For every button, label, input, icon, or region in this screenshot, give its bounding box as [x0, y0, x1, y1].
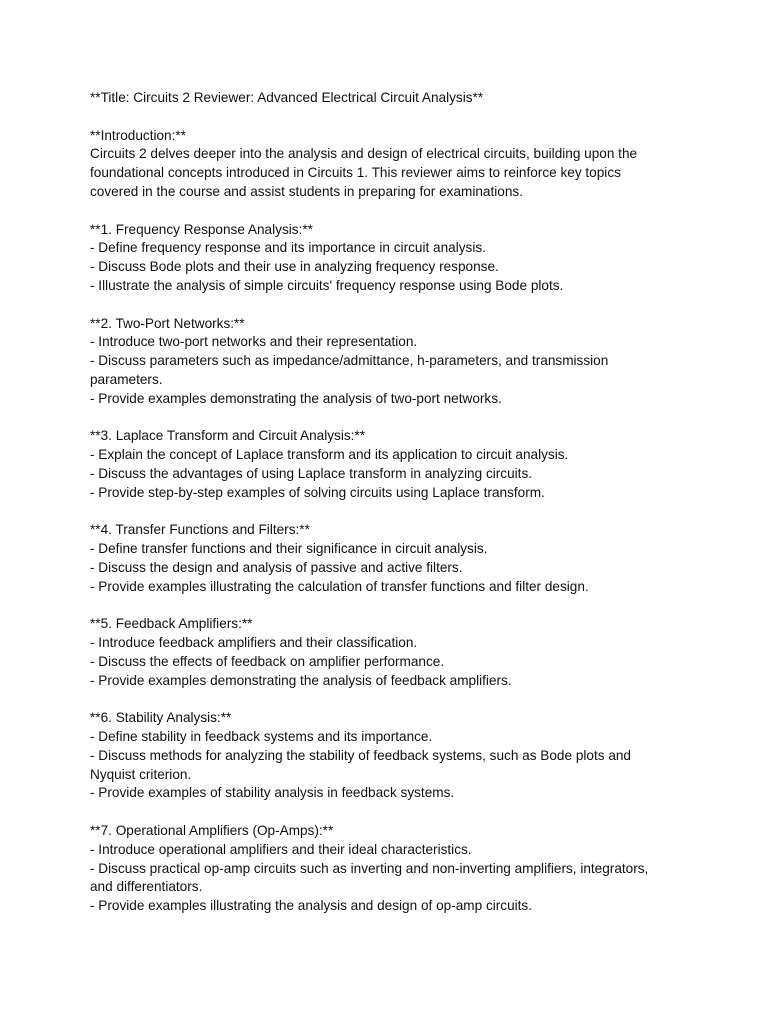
- section-frequency-response: [90, 221, 690, 296]
- spacer: [90, 597, 690, 616]
- section-heading: **7. Operational Amplifiers (Op-Amps):**: [90, 823, 334, 839]
- section-line: - Introduce operational amplifiers and their ideal characteristics.: [90, 841, 472, 857]
- document-page: [90, 89, 690, 916]
- section-line: - Discuss the effects of feedback on amplifier performance.: [90, 653, 445, 669]
- section-laplace-transform: [90, 427, 690, 502]
- section-stability-analysis: [90, 709, 690, 803]
- section-feedback-amplifiers: [90, 615, 690, 690]
- section-heading: **5. Feedback Amplifiers:**: [90, 616, 253, 632]
- section-line: - Discuss methods for analyzing the stability of feedback systems, such as Bode plots and: [90, 747, 631, 763]
- section-line: - Define frequency response and its importance in circuit analysis.: [90, 240, 486, 256]
- section-line: - Introduce feedback amplifiers and their classification.: [90, 635, 418, 651]
- section-line: - Introduce two-port networks and their representation.: [90, 334, 418, 350]
- section-heading: **2. Two-Port Networks:**: [90, 315, 245, 331]
- section-line: parameters.: [90, 371, 163, 387]
- intro-line: covered in the course and assist students in preparing for examinations.: [90, 183, 523, 199]
- intro-line: Circuits 2 delves deeper into the analysis and design of electrical circuits, building upon the: [90, 146, 638, 162]
- spacer: [90, 503, 690, 522]
- section-line: Nyquist criterion.: [90, 766, 192, 782]
- section-line: - Provide step-by-step examples of solving circuits using Laplace transform.: [90, 484, 545, 500]
- spacer: [90, 409, 690, 428]
- section-line: and differentiators.: [90, 879, 203, 895]
- section-line: - Provide examples illustrating the calculation of transfer functions and filter design.: [90, 578, 589, 594]
- section-line: - Illustrate the analysis of simple circuits' frequency response using Bode plots.: [90, 277, 564, 293]
- intro-heading: **Introduction:**: [90, 127, 186, 143]
- section-line: - Provide examples demonstrating the analysis of two-port networks.: [90, 390, 502, 406]
- section-line: - Define stability in feedback systems and its importance.: [90, 729, 433, 745]
- section-line: - Provide examples of stability analysis in feedback systems.: [90, 785, 455, 801]
- spacer: [90, 296, 690, 315]
- section-line: - Discuss Bode plots and their use in analyzing frequency response.: [90, 259, 499, 275]
- section-line: - Provide examples illustrating the analysis and design of op-amp circuits.: [90, 898, 533, 914]
- section-transfer-functions: [90, 521, 690, 596]
- spacer: [90, 803, 690, 822]
- section-heading: **3. Laplace Transform and Circuit Analysis:**: [90, 428, 366, 444]
- section-line: - Define transfer functions and their significance in circuit analysis.: [90, 541, 488, 557]
- section-line: - Explain the concept of Laplace transform and its application to circuit analysis.: [90, 447, 569, 463]
- section-heading: **4. Transfer Functions and Filters:**: [90, 522, 310, 538]
- section-heading: **1. Frequency Response Analysis:**: [90, 221, 313, 237]
- spacer: [90, 202, 690, 221]
- section-line: - Discuss the advantages of using Laplace transform in analyzing circuits.: [90, 465, 533, 481]
- document-title: **Title: Circuits 2 Reviewer: Advanced Electrical Circuit Analysis**: [90, 90, 484, 105]
- section-heading: **6. Stability Analysis:**: [90, 710, 232, 726]
- section-line: - Discuss practical op-amp circuits such as inverting and non-inverting amplifiers, integrators,: [90, 860, 649, 876]
- section-line: - Discuss the design and analysis of passive and active filters.: [90, 559, 463, 575]
- section-line: - Discuss parameters such as impedance/admittance, h-parameters, and transmission: [90, 353, 609, 369]
- section-operational-amplifiers: [90, 822, 690, 916]
- section-line: - Provide examples demonstrating the analysis of feedback amplifiers.: [90, 672, 512, 688]
- section-two-port-networks: [90, 315, 690, 409]
- spacer: [90, 691, 690, 710]
- spacer: [90, 108, 690, 127]
- intro-line: foundational concepts introduced in Circuits 1. This reviewer aims to reinforce key topics: [90, 165, 621, 181]
